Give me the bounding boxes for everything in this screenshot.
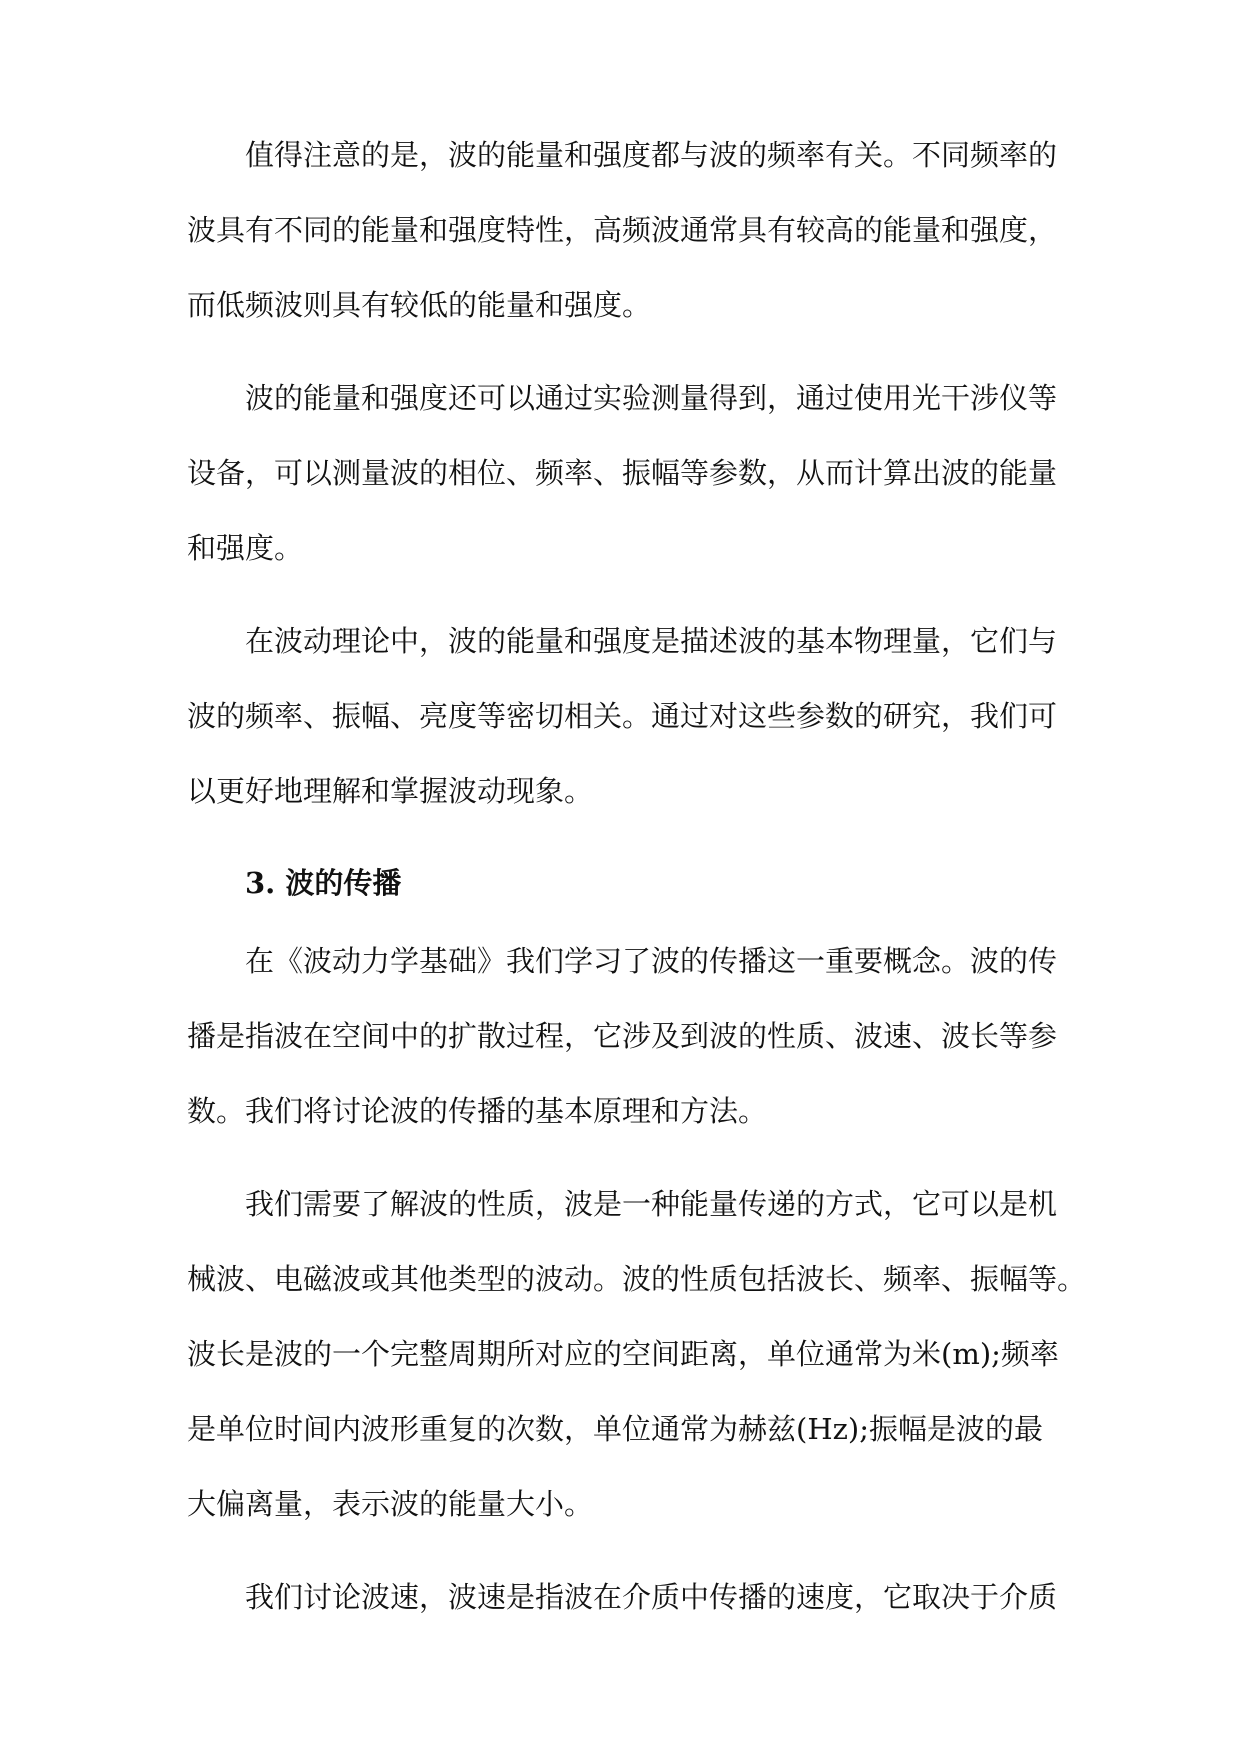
- paragraph-line: 波具有不同的能量和强度特性，高频波通常具有较高的能量和强度，: [187, 213, 1058, 247]
- paragraph-line: 我们讨论波速，波速是指波在介质中传播的速度，它取决于介质: [245, 1580, 1058, 1614]
- paragraph-line: 在波动理论中，波的能量和强度是描述波的基本物理量，它们与: [245, 624, 1058, 658]
- paragraph-line: 以更好地理解和掌握波动现象。: [187, 774, 594, 808]
- paragraph-line: 波的频率、振幅、亮度等密切相关。通过对这些参数的研究，我们可: [187, 699, 1058, 733]
- paragraph-line: 值得注意的是，波的能量和强度都与波的频率有关。不同频率的: [245, 138, 1058, 172]
- paragraph-line: 数。我们将讨论波的传播的基本原理和方法。: [187, 1094, 768, 1128]
- paragraph-line: 和强度。: [187, 531, 304, 565]
- paragraph-line: 我们需要了解波的性质，波是一种能量传递的方式，它可以是机: [245, 1187, 1058, 1221]
- paragraph-line: 设备，可以测量波的相位、频率、振幅等参数，从而计算出波的能量: [187, 456, 1058, 490]
- paragraph-line: 而低频波则具有较低的能量和强度。: [187, 288, 652, 322]
- paragraph-line: 波的能量和强度还可以通过实验测量得到，通过使用光干涉仪等: [245, 381, 1058, 415]
- paragraph-line: 在《波动力学基础》我们学习了波的传播这一重要概念。波的传: [245, 944, 1058, 978]
- paragraph-line: 是单位时间内波形重复的次数，单位通常为赫兹(Hz);振幅是波的最: [187, 1412, 1043, 1446]
- paragraph-line: 播是指波在空间中的扩散过程，它涉及到波的性质、波速、波长等参: [187, 1019, 1058, 1053]
- paragraph-line: 械波、电磁波或其他类型的波动。波的性质包括波长、频率、振幅等。: [187, 1262, 1087, 1296]
- paragraph-line: 大偏离量，表示波的能量大小。: [187, 1487, 594, 1521]
- paragraph-line: 波长是波的一个完整周期所对应的空间距离，单位通常为米(m);频率: [187, 1337, 1059, 1371]
- section-heading: 3. 波的传播: [245, 866, 402, 900]
